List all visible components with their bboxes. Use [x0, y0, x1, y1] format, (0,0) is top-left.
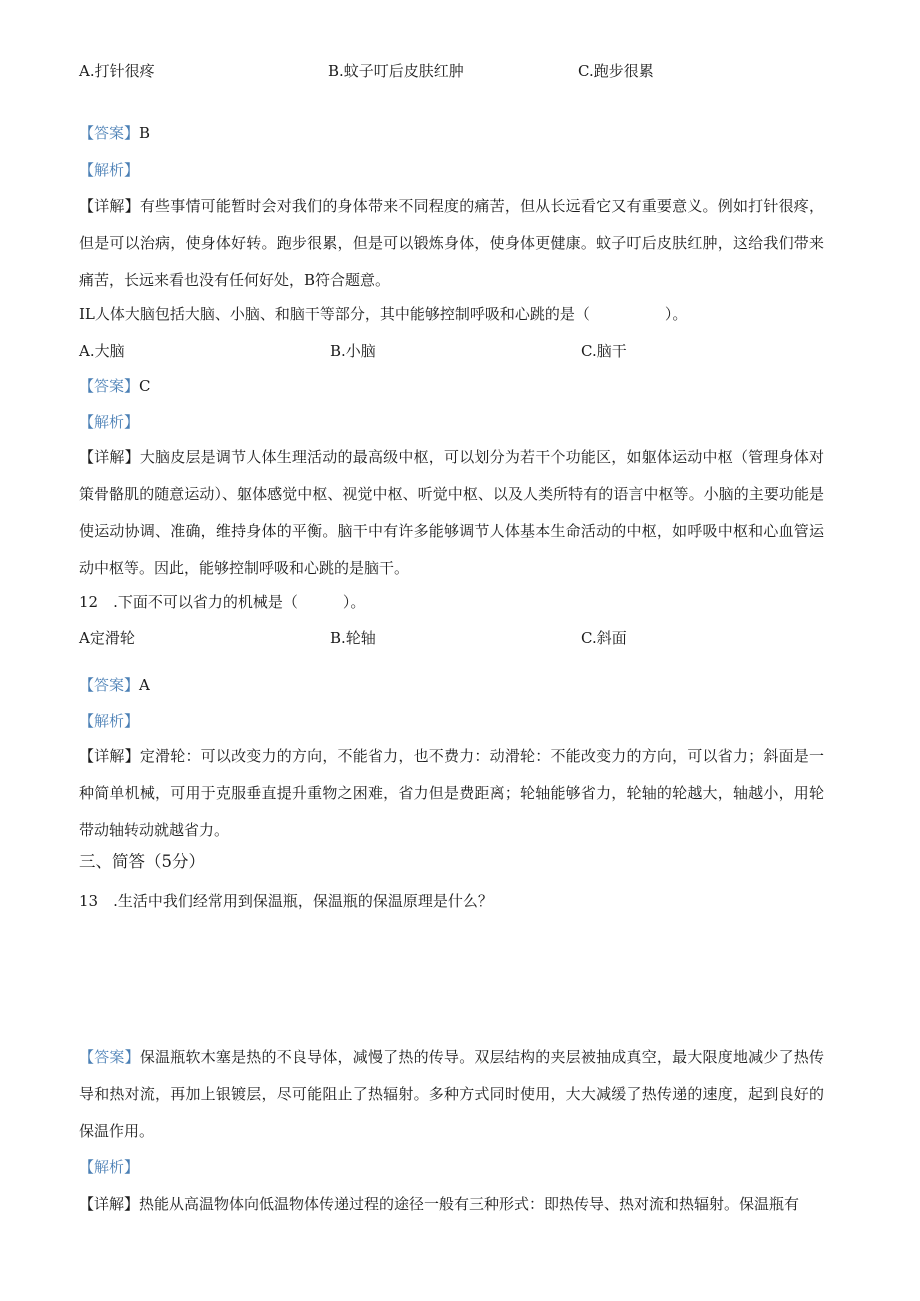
- detail-paragraph: [79, 188, 824, 299]
- question-text: IL人体大脑包括大脑、小脑、和脑干等部分，其中能够控制呼吸和心跳的是（ ）。: [79, 305, 688, 323]
- analysis-tag: 【解析】: [79, 1158, 140, 1176]
- detail-tag: 【详解】: [79, 197, 140, 215]
- question-text: 12 .下面不可以省力的机械是（ ）。: [79, 593, 366, 611]
- answer-tag: 【答案】: [79, 1048, 140, 1066]
- option-c: C.斜面: [581, 629, 627, 647]
- option-b: B.蚊子叮后皮肤红肿: [328, 62, 464, 80]
- option-c: C.跑步很累: [578, 62, 654, 80]
- option-b: B.小脑: [330, 342, 376, 360]
- answer-paragraph: [79, 1039, 824, 1150]
- detail-tag: 【详解】: [79, 1195, 140, 1213]
- analysis-tag: 【解析】: [79, 161, 140, 179]
- answer-tag: 【答案】: [79, 124, 140, 142]
- answer-line: [79, 375, 151, 397]
- detail-text: 定滑轮：可以改变力的方向，不能省力，也不费力：动滑轮：不能改变力的方向，可以省力；斜面是一种简单机械，可用于克服垂直提升重物之困难，省力但是费距离；轮轴能够省力，轮轴的轮越大，轴越小，用轮带动轴转动就越省力。: [79, 747, 824, 839]
- detail-paragraph: [79, 738, 824, 849]
- option-a: A.大脑: [79, 342, 125, 360]
- question-text: 13 .生活中我们经常用到保温瓶，保温瓶的保温原理是什么？: [79, 892, 493, 910]
- answer-line: [79, 674, 150, 696]
- option-c: C.脑干: [581, 342, 627, 360]
- detail-paragraph: [79, 439, 824, 587]
- answer-tag: 【答案】: [79, 676, 140, 694]
- answer-tag: 【答案】: [79, 377, 140, 395]
- detail-text: 有些事情可能暂时会对我们的身体带来不同程度的痛苦，但从长远看它又有重要意义。例如打针很疼，但是可以治病，使身体好转。跑步很累，但是可以锻炼身体，使身体更健康。蚊子叮后皮肤红肿，这给我们带来痛苦，长远来看也没有任何好处，B符合题意。: [79, 197, 824, 289]
- detail-paragraph: [79, 1186, 824, 1223]
- detail-tag: 【详解】: [79, 747, 140, 765]
- answer-text: 保温瓶软木塞是热的不良导体，减慢了热的传导。双层结构的夹层被抽成真空，最大限度地减少了热传导和热对流，再加上银镀层，尽可能阻止了热辐射。多种方式同时使用，大大减缓了热传递的速度，起到良好的保温作用。: [79, 1048, 824, 1140]
- answer-value: B: [139, 124, 151, 142]
- detail-text: 大脑皮层是调节人体生理活动的最高级中枢，可以划分为若干个功能区，如躯体运动中枢（管理身体对策骨骼肌的随意运动）、躯体感觉中枢、视觉中枢、听觉中枢、以及人类所特有的语言中枢等。小脑的主要功能是使运动协调、准确，维持身体的平衡。脑干中有许多能够调节人体基本生命活动的中枢，如呼吸中枢和心血管运动中枢等。因此，能够控制呼吸和心跳的是脑干。: [79, 448, 824, 577]
- analysis-tag: 【解析】: [79, 413, 140, 431]
- answer-value: A: [139, 676, 150, 694]
- option-a: A.打针很疼: [79, 62, 155, 80]
- analysis-tag: 【解析】: [79, 712, 140, 730]
- detail-tag: 【详解】: [79, 448, 140, 466]
- option-b: B.轮轴: [330, 629, 376, 647]
- detail-text: 热能从高温物体向低温物体传递过程的途径一般有三种形式：即热传导、热对流和热辐射。保温瓶有: [139, 1195, 800, 1213]
- answer-value: C: [139, 377, 151, 395]
- section-heading: 三、简答（5分）: [79, 852, 205, 871]
- option-a: A定滑轮: [79, 629, 135, 647]
- answer-line: [79, 122, 150, 144]
